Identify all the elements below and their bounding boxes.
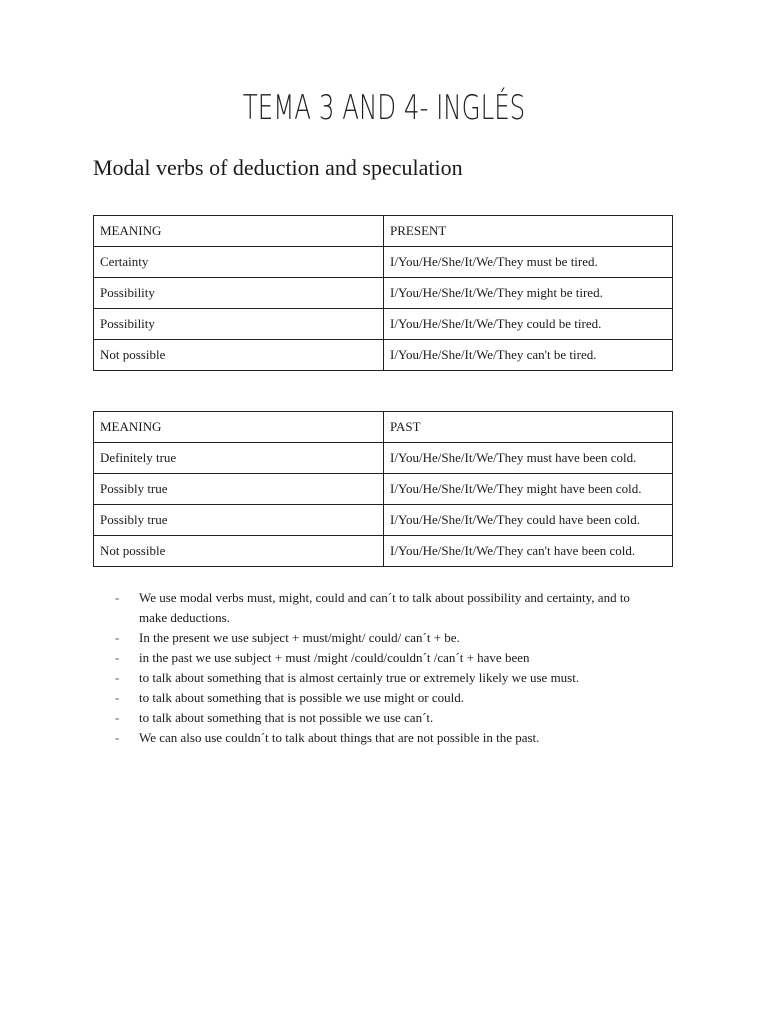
example-cell: I/You/He/She/It/We/They must be tired. <box>384 247 673 278</box>
list-item <box>115 648 660 668</box>
table-row <box>94 309 673 340</box>
usage-notes-list <box>115 588 660 748</box>
example-cell: I/You/He/She/It/We/They might have been cold. <box>384 474 673 505</box>
bullet-dash-icon: - <box>115 670 120 685</box>
column-header-meaning: MEANING <box>94 412 384 443</box>
meaning-cell: Definitely true <box>94 443 384 474</box>
past-modal-table <box>93 411 673 567</box>
bullet-dash-icon: - <box>115 630 120 645</box>
column-header-present: PRESENT <box>384 216 673 247</box>
list-item <box>115 628 660 648</box>
table-row <box>94 340 673 371</box>
note-text: to talk about something that is possible we use might or could. <box>139 690 464 705</box>
meaning-cell: Possibly true <box>94 505 384 536</box>
column-header-meaning: MEANING <box>94 216 384 247</box>
note-text: We use modal verbs must, might, could and can´t to talk about possibility and certainty, and to make deductions. <box>139 590 630 625</box>
meaning-cell: Not possible <box>94 536 384 567</box>
bullet-dash-icon: - <box>115 710 120 725</box>
list-item <box>115 588 660 628</box>
example-cell: I/You/He/She/It/We/They can't be tired. <box>384 340 673 371</box>
note-text: We can also use couldn´t to talk about things that are not possible in the past. <box>139 730 540 745</box>
example-cell: I/You/He/She/It/We/They could have been cold. <box>384 505 673 536</box>
example-cell: I/You/He/She/It/We/They might be tired. <box>384 278 673 309</box>
table-row <box>94 505 673 536</box>
meaning-cell: Possibility <box>94 278 384 309</box>
table-row <box>94 536 673 567</box>
list-item <box>115 708 660 728</box>
bullet-dash-icon: - <box>115 650 120 665</box>
note-text: in the past we use subject + must /might /could/couldn´t /can´t + have been <box>139 650 530 665</box>
example-cell: I/You/He/She/It/We/They must have been cold. <box>384 443 673 474</box>
table-header-row <box>94 216 673 247</box>
section-heading: Modal verbs of deduction and speculation <box>93 155 463 180</box>
example-cell: I/You/He/She/It/We/They could be tired. <box>384 309 673 340</box>
table-header-row <box>94 412 673 443</box>
example-cell: I/You/He/She/It/We/They can't have been cold. <box>384 536 673 567</box>
list-item <box>115 688 660 708</box>
table-row <box>94 278 673 309</box>
note-text: to talk about something that is not possible we use can´t. <box>139 710 434 725</box>
list-item <box>115 728 660 748</box>
bullet-dash-icon: - <box>115 590 120 605</box>
present-modal-table <box>93 215 673 371</box>
meaning-cell: Possibility <box>94 309 384 340</box>
list-item <box>115 668 660 688</box>
note-text: to talk about something that is almost certainly true or extremely likely we use must. <box>139 670 580 685</box>
column-header-past: PAST <box>384 412 673 443</box>
note-text: In the present we use subject + must/might/ could/ can´t + be. <box>139 630 460 645</box>
table-row <box>94 247 673 278</box>
bullet-dash-icon: - <box>115 730 120 745</box>
meaning-cell: Not possible <box>94 340 384 371</box>
table-row <box>94 443 673 474</box>
table-row <box>94 474 673 505</box>
page-title: TEMA 3 AND 4- INGLÉS <box>242 88 526 128</box>
meaning-cell: Certainty <box>94 247 384 278</box>
meaning-cell: Possibly true <box>94 474 384 505</box>
bullet-dash-icon: - <box>115 690 120 705</box>
